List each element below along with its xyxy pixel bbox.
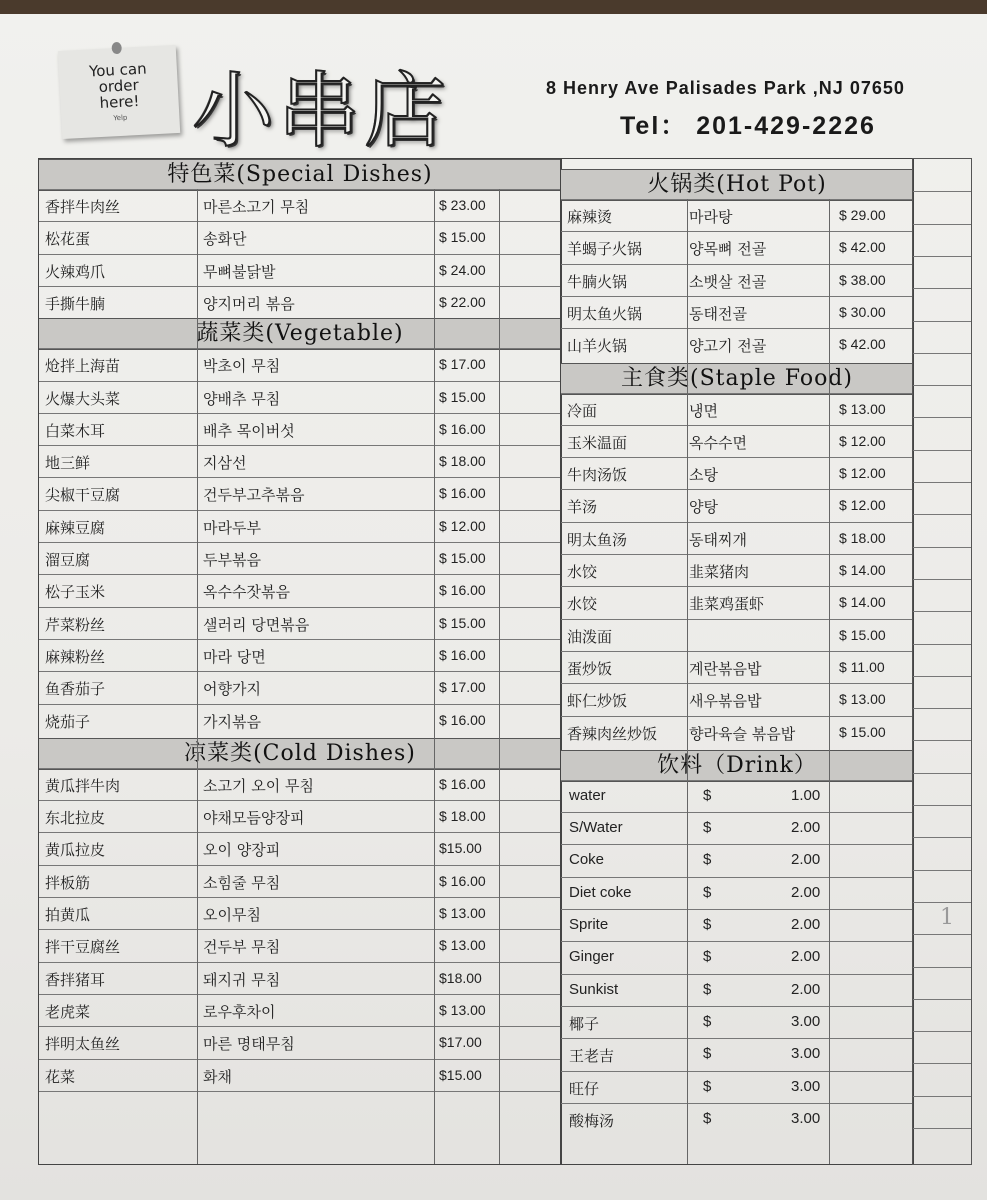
section-header-vegetable: 蔬菜类(Vegetable) [39, 318, 561, 350]
section-header-hotpot: 火锅类(Hot Pot) [561, 169, 913, 201]
dish-name-zh: 炝拌上海苗 [45, 357, 121, 376]
dish-name-ko: 마라 당면 [203, 647, 266, 666]
dish-name-ko: 양고기 전골 [689, 337, 767, 356]
dish-price: $ 16.00 [439, 582, 486, 599]
quantity-box-line [913, 191, 971, 192]
dish-price: $ 17.00 [439, 679, 486, 696]
dish-name-ko: 가지볶음 [203, 712, 261, 731]
quantity-box-line [913, 353, 971, 354]
dish-price: $ 11.00 [839, 658, 885, 675]
dish-name-zh: 黄瓜拌牛肉 [45, 776, 121, 795]
dish-price: $ 15.00 [839, 626, 886, 643]
restaurant-name: 小串店 [192, 64, 451, 159]
dish-name-ko: 양지머리 볶음 [203, 294, 295, 313]
dish-price: $ 16.00 [439, 420, 486, 437]
dish-name-zh: 火辣鸡爪 [45, 262, 106, 281]
dish-price: $18.00 [439, 969, 482, 986]
dish-price: $ 15.00 [439, 229, 486, 246]
dish-name-zh: 香拌猪耳 [45, 970, 106, 989]
dish-name-zh: 黄瓜拉皮 [45, 841, 106, 860]
dish-name-zh: 东北拉皮 [45, 809, 106, 828]
dish-name-ko: 두부볶음 [203, 551, 261, 569]
dish-name-zh: 芹菜粉丝 [45, 615, 106, 634]
dish-name-zh: 拍黄瓜 [45, 906, 91, 924]
quantity-box-line [913, 547, 971, 548]
dish-price: $17.00 [439, 1034, 482, 1051]
quantity-box-line [913, 708, 971, 709]
row-line [561, 974, 913, 975]
dish-price: $ 12.00 [839, 465, 886, 482]
dish-name-ko: 박초이 무침 [203, 357, 281, 376]
dish-name-ko: 마른 명태무침 [203, 1035, 295, 1054]
dish-price: $ 15.00 [439, 614, 486, 631]
row-line [561, 1071, 913, 1072]
drink-name: 椰子 [569, 1015, 600, 1033]
dish-name-ko: 계란볶음밥 [689, 659, 762, 678]
dish-name-ko: 건두부 무침 [203, 938, 281, 957]
dish-name-ko: 韭菜鸡蛋虾 [689, 595, 765, 614]
dish-name-ko: 양탕 [689, 498, 718, 517]
quantity-box-line [913, 482, 971, 483]
dish-price: $ 29.00 [839, 207, 886, 223]
drink-currency: $ [703, 916, 712, 933]
row-line [561, 264, 913, 265]
dish-name-zh: 手撕牛腩 [45, 294, 106, 313]
quantity-box-line [913, 999, 971, 1000]
drink-price: 2.00 [791, 980, 821, 998]
dish-name-ko: 양배추 무침 [203, 389, 281, 408]
drink-name: water [569, 786, 606, 804]
drink-currency: $ [703, 1012, 712, 1030]
dish-name-zh: 明太鱼火锅 [567, 304, 643, 323]
dish-name-ko: 냉면 [689, 401, 718, 420]
dish-name-ko: 옥수수잣볶음 [203, 583, 290, 602]
dish-name-ko: 韭菜猪肉 [689, 563, 750, 581]
note-line-1: You can [88, 59, 148, 81]
section-header-special: 特色菜(Special Dishes) [39, 159, 561, 191]
dish-name-ko: 동태찌개 [689, 530, 747, 549]
drink-currency: $ [703, 819, 712, 837]
row-line [561, 199, 913, 200]
quantity-box-line [913, 740, 971, 741]
quantity-box-line [913, 224, 971, 225]
dish-name-ko: 양목뼈 전골 [689, 240, 767, 259]
dish-name-zh: 牛腩火锅 [567, 272, 628, 291]
row-line [561, 328, 913, 329]
quantity-box-line [913, 805, 971, 806]
dish-price: $ 42.00 [839, 336, 886, 353]
column-divider [687, 199, 688, 1164]
dish-name-ko: 마른소고기 무침 [203, 198, 310, 216]
dish-name-zh: 拌明太鱼丝 [45, 1035, 121, 1054]
row-line [561, 522, 913, 523]
phone: Tel： 201-429-2226 [620, 112, 876, 140]
dish-name-ko: 오이 양장피 [203, 841, 281, 860]
dish-price: $ 18.00 [839, 529, 886, 546]
row-line [39, 994, 561, 995]
section-header-cold: 凉菜类(Cold Dishes) [39, 738, 561, 770]
row-line [561, 393, 913, 394]
dish-price: $ 23.00 [439, 197, 486, 213]
quantity-box-line [913, 676, 971, 677]
dish-price: $ 12.00 [839, 432, 886, 449]
row-line [561, 296, 913, 297]
drink-currency: $ [703, 1045, 712, 1063]
row-line [39, 1091, 561, 1092]
dish-name-zh: 水饺 [567, 563, 598, 581]
row-line [39, 221, 561, 222]
address: 8 Henry Ave Palisades Park ,NJ 07650 [546, 78, 905, 98]
dish-name-zh: 松花蛋 [45, 230, 91, 249]
row-line [561, 1006, 913, 1007]
drink-name: S/Water [569, 819, 623, 837]
row-line [561, 425, 913, 426]
dish-name-zh: 花菜 [45, 1067, 76, 1086]
dish-price: $ 18.00 [439, 453, 486, 470]
dish-name-ko: 동태전골 [689, 304, 747, 323]
dish-name-ko: 마라탕 [689, 208, 733, 226]
drink-name: 酸梅汤 [569, 1112, 615, 1130]
dish-name-zh: 老虎菜 [45, 1002, 91, 1021]
row-line [39, 865, 561, 866]
quantity-box-line [913, 288, 971, 289]
note-small: Yelp [113, 113, 128, 123]
drink-name: Sunkist [569, 980, 619, 998]
drink-price: 2.00 [791, 948, 821, 966]
note-line-2: order [98, 75, 140, 97]
dish-name-ko: 화채 [203, 1067, 232, 1086]
drink-currency: $ [703, 980, 712, 998]
left-menu-table [38, 158, 562, 1165]
dish-name-zh: 羊汤 [567, 498, 598, 517]
row-line [39, 574, 561, 575]
row-line [561, 231, 913, 232]
row-line [39, 800, 561, 801]
dish-name-ko: 마라두부 [203, 518, 261, 537]
drink-name: Sprite [569, 916, 609, 933]
dish-name-zh: 白菜木耳 [45, 421, 106, 440]
drink-currency: $ [703, 883, 712, 901]
quantity-box-line [913, 934, 971, 935]
dish-name-zh: 烧茄子 [45, 712, 91, 731]
dish-name-ko: 돼지귀 무침 [203, 970, 281, 989]
drink-price: 3.00 [791, 1077, 821, 1095]
dish-price: $ 38.00 [839, 271, 886, 288]
row-line [39, 189, 561, 190]
row-line [39, 1059, 561, 1060]
row-line [561, 780, 913, 781]
dish-price: $ 13.00 [839, 691, 886, 708]
drink-price: 2.00 [791, 916, 821, 933]
quantity-box-line [913, 1031, 971, 1032]
dish-name-zh: 松子玉米 [45, 583, 106, 602]
drink-price: 1.00 [791, 786, 821, 804]
drink-price: 2.00 [791, 819, 821, 837]
dish-price: $ 17.00 [439, 356, 486, 373]
dish-price: $ 13.00 [439, 1001, 486, 1018]
dish-price: $ 14.00 [839, 562, 886, 578]
dish-price: $ 22.00 [439, 293, 486, 310]
dish-name-ko: 소고기 오이 무침 [203, 776, 314, 795]
row-line [39, 1026, 561, 1027]
drink-price: 3.00 [791, 1045, 821, 1063]
drink-price: 3.00 [791, 1109, 821, 1127]
dish-name-zh: 牛肉汤饭 [567, 466, 628, 485]
row-line [39, 607, 561, 608]
handwritten-mark: 1 [940, 905, 954, 930]
right-menu-table [560, 158, 914, 1165]
sticky-note [58, 45, 180, 139]
dish-price: $ 16.00 [439, 711, 486, 728]
row-line [561, 554, 913, 555]
dish-name-zh: 山羊火锅 [567, 337, 628, 356]
drink-name: Diet coke [569, 883, 632, 901]
drink-name: 旺仔 [569, 1080, 600, 1098]
dish-price: $ 15.00 [839, 723, 886, 740]
dish-name-ko: 지삼선 [203, 454, 247, 473]
quantity-box-line [913, 967, 971, 968]
quantity-box-line [913, 450, 971, 451]
row-line [39, 413, 561, 414]
row-line [561, 812, 913, 813]
row-line [561, 877, 913, 878]
quantity-box-line [913, 1063, 971, 1064]
column-divider [499, 189, 500, 1164]
quantity-box-line [913, 1096, 971, 1097]
dish-price: $ 30.00 [839, 303, 886, 320]
row-line [39, 639, 561, 640]
row-line [561, 619, 913, 620]
quantity-box-line [913, 1128, 971, 1129]
quantity-box-line [913, 611, 971, 612]
dish-name-zh: 蛋炒饭 [567, 659, 613, 678]
row-line [561, 489, 913, 490]
row-line [39, 286, 561, 287]
row-line [561, 457, 913, 458]
row-line [39, 897, 561, 898]
dish-name-zh: 羊蝎子火锅 [567, 240, 643, 259]
dish-name-ko: 샐러리 당면볶음 [203, 615, 310, 634]
dish-name-zh: 麻辣粉丝 [45, 647, 106, 666]
row-line [39, 445, 561, 446]
dish-price: $ 13.00 [439, 937, 486, 954]
row-line [561, 1103, 913, 1104]
row-line [39, 477, 561, 478]
dish-name-ko: 소뱃살 전골 [689, 272, 767, 291]
dish-name-ko: 향라육슬 볶음밥 [689, 724, 796, 743]
drink-price: 3.00 [791, 1012, 821, 1030]
dish-name-ko: 건두부고추볶음 [203, 486, 305, 505]
dish-name-ko: 어향가지 [203, 680, 261, 699]
dish-name-zh: 香辣肉丝炒饭 [567, 724, 658, 743]
row-line [39, 348, 561, 349]
row-line [39, 704, 561, 705]
column-divider [197, 189, 198, 1164]
dish-name-zh: 香拌牛肉丝 [45, 198, 121, 216]
quantity-box-line [913, 773, 971, 774]
drink-currency: $ [703, 851, 712, 869]
dish-price: $ 13.00 [839, 400, 886, 417]
dish-name-ko: 옥수수면 [689, 433, 747, 452]
dish-name-zh: 拌板筋 [45, 873, 91, 892]
dish-price: $ 15.00 [439, 388, 486, 405]
row-line [39, 929, 561, 930]
column-divider [829, 199, 830, 1164]
dish-price: $15.00 [439, 840, 482, 857]
background-strip [0, 0, 987, 14]
dish-name-zh: 冷面 [567, 401, 598, 420]
dish-price: $ 12.00 [839, 497, 886, 514]
pin-icon [111, 42, 122, 55]
drink-name: 王老吉 [569, 1048, 615, 1066]
row-line [39, 832, 561, 833]
dish-name-zh: 虾仁炒饭 [567, 692, 628, 711]
dish-price: $ 18.00 [439, 808, 486, 825]
dish-price: $ 12.00 [439, 517, 486, 534]
row-line [561, 909, 913, 910]
dish-price: $ 16.00 [439, 646, 486, 663]
drink-currency: $ [703, 948, 712, 966]
drink-price: 2.00 [791, 883, 821, 901]
dish-name-zh: 油泼面 [567, 627, 613, 646]
dish-price: $15.00 [439, 1066, 482, 1083]
dish-price: $ 24.00 [439, 261, 486, 278]
dish-price: $ 42.00 [839, 239, 886, 256]
row-line [561, 651, 913, 652]
quantity-box-line [913, 514, 971, 515]
row-line [39, 768, 561, 769]
dish-name-zh: 水饺 [567, 595, 598, 614]
dish-name-ko: 배추 목이버섯 [203, 421, 295, 440]
dish-name-zh: 溜豆腐 [45, 551, 91, 569]
dish-name-zh: 麻辣烫 [567, 208, 613, 226]
row-line [39, 671, 561, 672]
drink-currency: $ [703, 1077, 712, 1095]
drink-name: Coke [569, 851, 605, 869]
quantity-box-line [913, 385, 971, 386]
drink-currency: $ [703, 786, 712, 804]
dish-name-ko: 소탕 [689, 466, 718, 485]
dish-name-zh: 火爆大头菜 [45, 389, 121, 408]
dish-name-zh: 拌干豆腐丝 [45, 938, 121, 957]
row-line [39, 510, 561, 511]
dish-name-zh: 地三鲜 [45, 454, 91, 473]
drink-price: 2.00 [791, 851, 821, 869]
row-line [561, 1038, 913, 1039]
quantity-box-line [913, 579, 971, 580]
section-header-staple: 主食类(Staple Food) [561, 363, 913, 395]
row-line [39, 381, 561, 382]
dish-price: $ 16.00 [439, 485, 486, 502]
dish-name-zh: 明太鱼汤 [567, 530, 628, 549]
row-line [561, 941, 913, 942]
quantity-box-line [913, 870, 971, 871]
dish-price: $ 15.00 [439, 550, 486, 566]
dish-name-zh: 玉米温面 [567, 433, 628, 452]
dish-name-zh: 麻辣豆腐 [45, 518, 106, 537]
dish-name-ko: 오이무침 [203, 906, 261, 924]
dish-name-ko: 소힘줄 무침 [203, 873, 281, 892]
dish-price: $ 16.00 [439, 872, 486, 889]
quantity-column [912, 158, 972, 1165]
row-line [39, 542, 561, 543]
drink-currency: $ [703, 1109, 712, 1127]
row-line [39, 962, 561, 963]
quantity-box-line [913, 417, 971, 418]
dish-price: $ 13.00 [439, 905, 486, 921]
dish-price: $ 14.00 [839, 594, 886, 611]
quantity-box-line [913, 837, 971, 838]
row-line [561, 716, 913, 717]
row-line [561, 683, 913, 684]
section-header-drink: 饮料（Drink） [561, 750, 913, 782]
dish-name-ko: 무뼈불닭발 [203, 262, 276, 281]
drink-name: Ginger [569, 948, 615, 966]
dish-name-ko: 새우볶음밥 [689, 692, 762, 711]
dish-name-ko: 송화단 [203, 230, 247, 249]
row-line [561, 586, 913, 587]
row-line [39, 254, 561, 255]
dish-price: $ 16.00 [439, 775, 486, 792]
quantity-box-line [913, 321, 971, 322]
dish-name-ko: 로우후차이 [203, 1002, 276, 1021]
row-line [561, 844, 913, 845]
note-line-3: here! [99, 91, 140, 113]
dish-name-zh: 鱼香茄子 [45, 680, 106, 699]
quantity-box-line [913, 644, 971, 645]
dish-name-ko: 야채모듬양장피 [203, 809, 305, 828]
column-divider [434, 189, 435, 1164]
dish-name-zh: 尖椒干豆腐 [45, 486, 121, 505]
quantity-box-line [913, 902, 971, 903]
quantity-box-line [913, 256, 971, 257]
